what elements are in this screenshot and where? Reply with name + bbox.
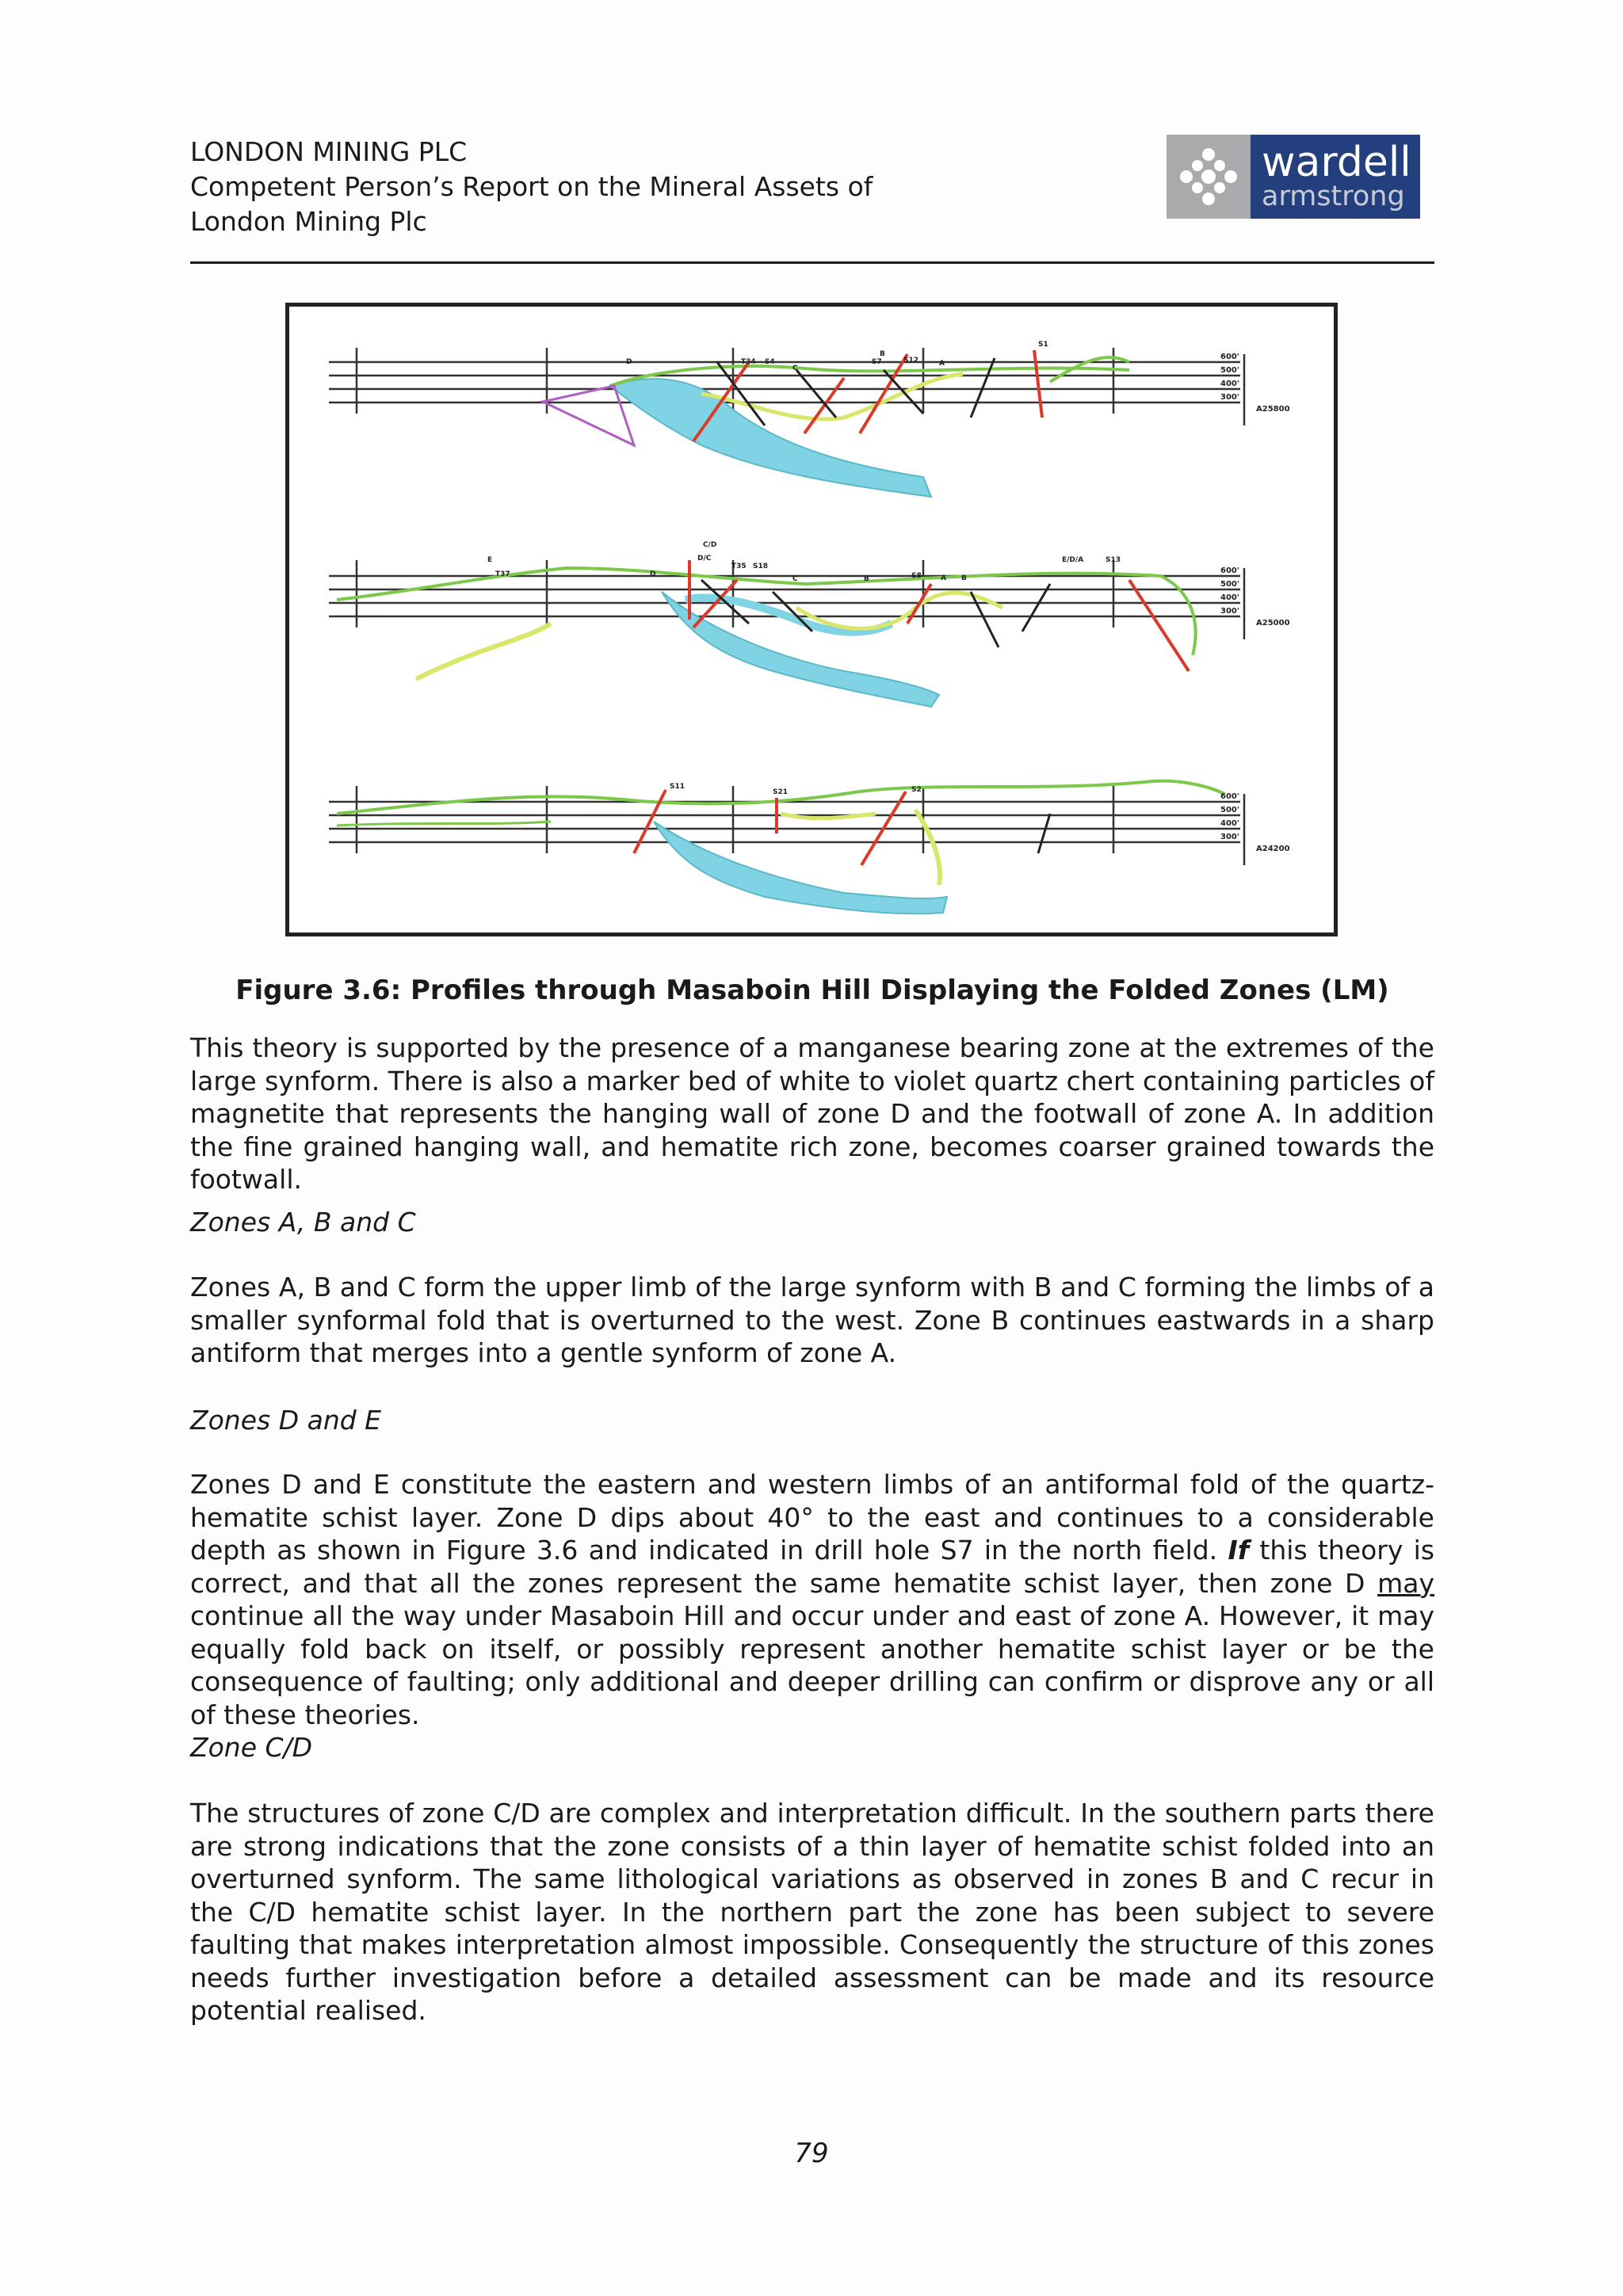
profile-a25800 — [329, 341, 1290, 497]
zone-label: S18 — [753, 563, 769, 570]
zone-label: C/D — [703, 541, 717, 549]
paragraph-zones-de — [190, 1468, 1434, 1731]
paragraph-theory-support: This theory is supported by the presence of a manganese bearing zone at the extremes of the large synform. There is also a marker bed of white to violet quartz chert containing particles of magnetite that represents the hanging wall of zone D and the footwall of zone A. In addition the fine grained hanging wall, and hematite rich zone, becomes coarser grained towards the footwall. — [190, 1032, 1434, 1195]
zone-label: D — [626, 358, 632, 366]
header-report-subject: London Mining Plc — [190, 206, 427, 237]
emphasis-if: If — [1228, 1535, 1250, 1566]
zone-label: D — [650, 570, 656, 578]
zone-label: E/D/A — [1062, 556, 1084, 564]
paragraph-zones-abc: Zones A, B and C form the upper limb of the large synform with B and C forming the limbs of a smaller synformal fold that is overturned to the west. Zone B continues eastwards in a sharp antiform that merges into a gentle synform of zone A. — [190, 1272, 1434, 1368]
profile-name: A25000 — [1256, 619, 1290, 627]
logo-word-armstrong: armstrong — [1262, 181, 1405, 212]
emphasis-may: may — [1377, 1567, 1434, 1599]
header-report-title: Competent Person’s Report on the Mineral Assets of — [190, 171, 873, 202]
elevation-label: 500' — [1220, 580, 1239, 589]
profile-a25000 — [329, 541, 1290, 707]
header-company: LONDON MINING PLC — [190, 136, 468, 167]
zone-label: A — [939, 360, 945, 368]
zone-label: T35 — [731, 563, 747, 570]
zone-label: T37 — [495, 570, 510, 578]
elevation-label: 400' — [1220, 819, 1239, 828]
zone-label: B — [961, 574, 967, 582]
paragraph-zones-de-part1: Zones D and E constitute the eastern and western limbs of an antiformal fold of the quartz-hematite schist layer. Zone D dips about 40° to the east and continues to a considerable depth as shown in Figure 3.6 and indicated in drill hole S7 in the north field. — [190, 1469, 1434, 1566]
wardell-armstrong-logo — [1167, 135, 1420, 219]
paragraph-zones-de-part3: continue all the way under Masaboin Hill and occur under and east of zone A. However, it may equally fold back on itself, or possibly represent another hematite schist layer or be the consequence of faulting; only additional and deeper drilling can confirm or disprove any or all of these theories. — [190, 1600, 1434, 1730]
heading-zone-cd: Zone C/D — [190, 1732, 313, 1763]
zone-label: S8 — [911, 572, 922, 580]
zone-label: S21 — [773, 788, 789, 796]
logo-word-wardell: wardell — [1262, 139, 1411, 186]
zone-label: S2 — [911, 786, 922, 794]
figure-caption: Figure 3.6: Profiles through Masaboin Hill Displaying the Folded Zones (LM) — [235, 974, 1389, 1006]
zone-label: T34 — [741, 358, 756, 366]
zone-label: C — [792, 575, 798, 583]
zone-label: B — [864, 575, 869, 583]
header-divider — [190, 261, 1434, 264]
zone-label: S1 — [1038, 341, 1048, 349]
profiles-diagram — [289, 307, 1334, 933]
zone-label: B — [880, 350, 885, 358]
zone-label: D/C — [697, 555, 712, 563]
logo-diamond-icon — [1167, 135, 1251, 219]
zone-label: S13 — [1106, 556, 1121, 564]
zone-label: S11 — [670, 783, 685, 791]
zone-label: S12 — [903, 357, 919, 364]
profile-name: A24200 — [1256, 845, 1290, 853]
paragraph-zone-cd: The structures of zone C/D are complex and interpretation difficult. In the southern parts there are strong indications that the zone consists of a thin layer of hematite schist folded into an overturned synform. The same lithological variations as observed in zones B and C recur in the C/D hematite schist layer. In the northern part the zone has been subject to severe faulting that makes interpretation almost impossible. Consequently the structure of this zones needs further investigation before a detailed assessment can be made and its resource potential realised. — [190, 1798, 1434, 2026]
elevation-label: 300' — [1220, 607, 1239, 616]
heading-zones-de: Zones D and E — [190, 1405, 382, 1436]
zone-label: A — [941, 574, 946, 582]
elevation-label: 600' — [1220, 566, 1239, 575]
elevation-label: 500' — [1220, 806, 1239, 814]
zone-label: C — [792, 364, 798, 372]
geological-profiles-figure — [285, 303, 1338, 936]
elevation-label: 600' — [1220, 353, 1239, 361]
zone-label: S4 — [765, 358, 775, 366]
elevation-label: 300' — [1220, 833, 1239, 841]
profile-name: A25800 — [1256, 405, 1290, 414]
elevation-label: 600' — [1220, 792, 1239, 801]
paragraph-zones-de-part2: this theory is correct, and that all the zones represent the same hematite schist layer, then zone D — [190, 1535, 1435, 1599]
elevation-label: 300' — [1220, 393, 1239, 402]
zone-label: E — [487, 556, 493, 564]
elevation-label: 400' — [1220, 379, 1239, 388]
elevation-label: 400' — [1220, 593, 1239, 602]
heading-zones-abc: Zones A, B and C — [190, 1207, 416, 1238]
profile-a24200 — [329, 781, 1290, 914]
page-number: 79 — [794, 2138, 829, 2169]
elevation-label: 500' — [1220, 366, 1239, 375]
zone-label: S7 — [872, 358, 882, 366]
